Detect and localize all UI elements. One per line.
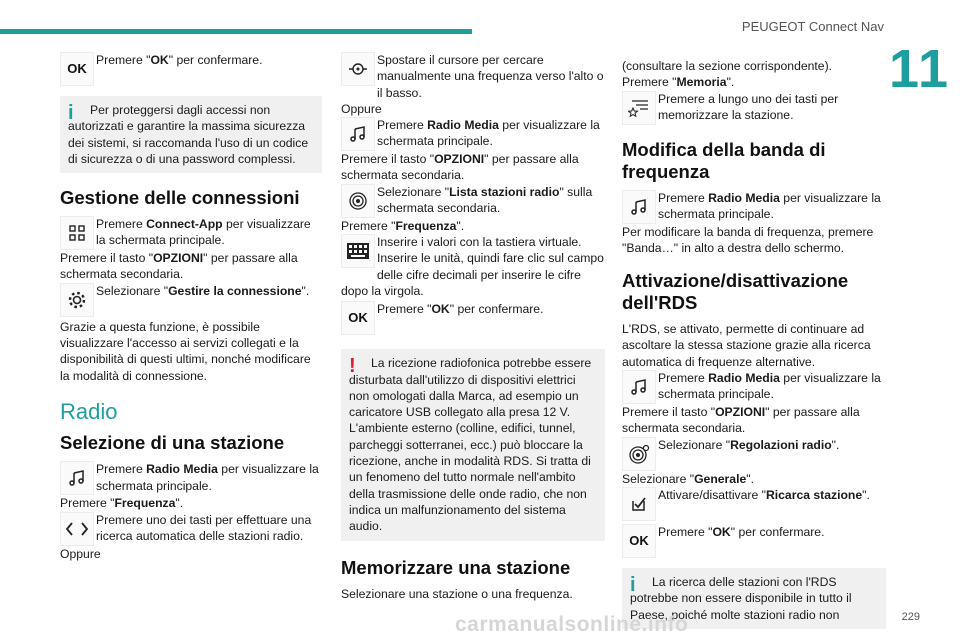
conn-paragraph: Grazie a questa funzione, è possibile visualizzare l'accesso ai servizi collegati e la disponibilità di questi ultimi, nonché modificare la modalità di connessione.: [60, 319, 311, 383]
music-note-icon: [60, 461, 94, 495]
heading-radio: Radio: [60, 398, 118, 424]
keyboard-icon: [341, 234, 375, 268]
frequency-line: Premere "Frequenza".: [341, 218, 465, 233]
heading-connections: Gestione delle connessioni: [60, 187, 300, 209]
info-icon: i: [630, 573, 636, 596]
memorize-paragraph: Selezionare una stazione o una frequenza.: [341, 586, 573, 601]
band-step: Premere Radio Media per visualizzare la schermata principale.: [622, 190, 886, 224]
music-note-icon: [622, 370, 656, 404]
music-note-icon: [341, 117, 375, 151]
oppure-text-2: Oppure: [341, 101, 382, 116]
keyboard-step: Inserire i valori con la tastiera virtuale. Inserire le unità, quindi fare clic sul campo delle cifre decimali per inserire le cifre dopo la virgola.: [341, 235, 604, 298]
column-3: [622, 58, 886, 637]
chevrons-icon: [60, 512, 94, 546]
header-accent-bar: [0, 29, 472, 34]
rds-step-2: Selezionare "Regolazioni radio".: [622, 437, 886, 471]
heading-rds: Attivazione/disattivazione dell'RDS: [622, 270, 849, 314]
crosshair-icon: [341, 52, 375, 86]
ok-step: [60, 52, 322, 86]
memory-line: Premere "Memoria".: [622, 75, 735, 90]
options-line: Premere il tasto "OPZIONI" per passare alla schermata secondaria.: [341, 152, 579, 183]
conn-options-line: Premere il tasto "OPZIONI" per passare alla schermata secondaria.: [60, 251, 298, 282]
column-2: [341, 52, 605, 602]
chapter-number: 11: [889, 39, 951, 99]
warning-icon: !: [349, 355, 356, 378]
warning-note: [341, 349, 605, 540]
info-icon: i: [68, 102, 74, 124]
radio-settings-icon: [622, 437, 656, 471]
ok-icon: OK: [622, 524, 656, 558]
radio-antenna-icon: [341, 184, 375, 218]
general-line: Selezionare "Generale".: [622, 471, 754, 486]
music-note-icon: [622, 190, 656, 224]
header-title: PEUGEOT Connect Nav: [741, 19, 884, 34]
rds-info-note-text: La ricerca delle stazioni con l'RDS potrebbe non essere disponibile in tutto il Paese, poiché molte stazioni radio non: [630, 574, 852, 622]
list-step: Selezionare "Lista stazioni radio" sulla schermata secondaria.: [341, 184, 605, 218]
rds-options-line: Premere il tasto "OPZIONI" per passare alla schermata secondaria.: [622, 405, 860, 436]
band-paragraph: Per modificare la banda di frequenza, premere "Banda…" in alto a destra dello schermo.: [622, 224, 874, 255]
page-number: 229: [901, 611, 920, 623]
apps-grid-icon: [60, 216, 94, 250]
column-1: [60, 52, 322, 562]
sel-frequency-line: Premere "Frequenza".: [60, 496, 184, 511]
conn-step-1: Premere Connect-App per visualizzare la schermata principale.: [60, 216, 322, 250]
sel-step-1: Premere Radio Media per visualizzare la schermata principale.: [60, 461, 322, 495]
ok-icon: OK: [341, 301, 375, 335]
rds-step-4: OK Premere "OK" per confermare.: [622, 524, 886, 558]
rds-paragraph: L'RDS, se attivato, permette di continuare ad ascoltare la stessa stazione grazie alla ricerca automatica di frequenze alternative.: [622, 322, 871, 369]
checkbox-icon: [622, 487, 656, 521]
info-note: [60, 96, 322, 173]
memorize-step: Premere a lungo uno dei tasti per memorizzare la stazione.: [622, 91, 886, 125]
sel-step-2: Premere uno dei tasti per effettuare una ricerca automatica delle stazioni radio.: [60, 512, 322, 546]
oppure-text: Oppure: [60, 546, 101, 561]
info-note-text: Per proteggersi dagli accessi non autorizzati e garantire la massima sicurezza dei sistemi, si raccomanda l'uso di un codice di sicurezza o di una password complessi.: [68, 103, 309, 166]
heading-band: Modifica della banda di frequenza: [622, 138, 826, 182]
radio-step: Premere Radio Media per visualizzare la schermata principale.: [341, 117, 605, 151]
rds-step-3: Attivare/disattivare "Ricarca stazione".: [622, 487, 886, 521]
consult-line: (consultare la sezione corrispondente).: [622, 59, 833, 73]
gear-icon: [60, 283, 94, 317]
preset-star-icon: [622, 91, 656, 125]
warning-note-text: La ricezione radiofonica potrebbe essere disturbata dall'utilizzo di dispositivi elettrici non omologati dalla Marca, ad esempio un caricatore USB collegato alla presa 12 V. L'ambiente esterno (colline, edifici, tunnel, parcheggi sotterranei, ecc.) può bloccare la ricezione, anche in modalità RDS. Si tratta di un fenomeno del tutto normale nell'ambito della trasmissione delle onde radio, che non indica un malfunzionamento del sistema audio.: [349, 356, 592, 534]
ok-icon: OK: [60, 52, 94, 86]
heading-memorize: Memorizzare una stazione: [341, 556, 571, 578]
watermark: carmanualsonline.info: [455, 613, 689, 636]
ok-step-text: Premere "OK" per confermare.: [96, 53, 263, 67]
ok-step-2: OK Premere "OK" per confermare.: [341, 301, 605, 335]
rds-step-1: Premere Radio Media per visualizzare la schermata principale.: [622, 370, 886, 404]
conn-step-2: Selezionare "Gestire la connessione".: [60, 283, 322, 317]
heading-select-station: Selezione di una stazione: [60, 432, 285, 454]
cursor-step: Spostare il cursore per cercare manualmente una frequenza verso l'alto o il basso.: [341, 52, 605, 101]
